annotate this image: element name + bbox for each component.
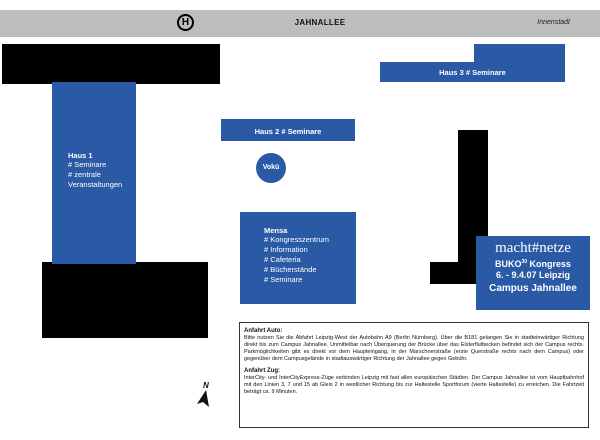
building-haus-1-wing-top bbox=[52, 108, 136, 124]
mensa-item: # Bücherstände bbox=[264, 265, 317, 274]
mensa-labels bbox=[264, 226, 329, 285]
event-org-number: 30 bbox=[521, 259, 528, 265]
bus-stop-icon: H bbox=[177, 14, 194, 31]
haus-3-label: Haus 3 # Seminare bbox=[439, 68, 506, 77]
event-venue: Campus Jahnallee bbox=[489, 283, 577, 294]
haus-1-item: Veranstaltungen bbox=[68, 180, 123, 189]
redacted-area-right-foot bbox=[430, 262, 476, 284]
mensa-title: Mensa bbox=[264, 226, 288, 235]
redacted-area-top-left bbox=[2, 44, 220, 84]
mensa-item: # Kongresszentrum bbox=[264, 235, 330, 244]
haus-1-item: # Seminare bbox=[68, 160, 107, 169]
redacted-area-bottom-left bbox=[42, 262, 208, 338]
car-directions-text: Bitte nutzen Sie die Abfahrt Leipzig-West der Autobahn A9 (Berlin Nürnberg). Über die B181 gelangen Sie in stadteinwärtiger Richtung direkt bis zum Campus Jahnallee. Unmittelbar nach Überquerung der Brücke über das Elsterflutbecken befindet sich der Campus rechts. Parkmöglichkeiten gibt es direkt vor dem Haupteingang, in der Marschnerstraße (erste Querstraße rechts nach dem Campus) oder gegenüber dem Campusgelände in stadtauswärtiger Richtung der Jahnallee gegen Gebühr. bbox=[244, 335, 584, 362]
north-arrow-icon bbox=[195, 389, 211, 409]
haus-1-title: Haus 1 bbox=[68, 151, 93, 160]
event-dates: 6. - 9.4.07 Leipzig bbox=[495, 270, 571, 280]
directions-box bbox=[239, 322, 589, 428]
event-title: macht#netze bbox=[495, 240, 571, 256]
street-direction: Innenstadt bbox=[537, 19, 570, 26]
mensa-list bbox=[264, 235, 329, 285]
building-voku[interactable]: Vokü bbox=[256, 153, 286, 183]
mensa-item: # Cafeteria bbox=[264, 255, 301, 264]
haus-1-list bbox=[68, 160, 122, 190]
car-directions-heading: Anfahrt Auto: bbox=[244, 328, 283, 334]
mensa-item: # Information bbox=[264, 245, 308, 254]
event-org: BUKO bbox=[494, 259, 522, 269]
haus-2-label: Haus 2 # Seminare bbox=[254, 127, 322, 136]
haus-1-labels bbox=[68, 151, 122, 190]
event-box bbox=[476, 236, 590, 310]
mensa-item: # Seminare bbox=[264, 275, 303, 284]
building-haus-3-wing bbox=[474, 44, 565, 64]
street-name: JAHNALLEE bbox=[294, 18, 346, 27]
north-label: N bbox=[203, 381, 209, 390]
event-congress-word: Kongress bbox=[529, 259, 572, 269]
train-directions-heading: Anfahrt Zug: bbox=[244, 368, 280, 374]
haus-1-item: # zentrale bbox=[68, 170, 101, 179]
event-congress bbox=[476, 257, 590, 270]
train-directions-text: InterCity- und InterCityExpress-Züge verbinden Leipzig mit fast allen europäischen Städten. Der Campus Jahnallee ist vom Hauptbahnhof mit den Linien 3, 7 und 15 ab Gleis 2 in westlicher Richtung bis zur Haltestelle Sportforum (vierte Haltestelle) zu erreichen. Die Fahrtzeit beträgt ca. 9 Minuten. bbox=[244, 375, 584, 395]
